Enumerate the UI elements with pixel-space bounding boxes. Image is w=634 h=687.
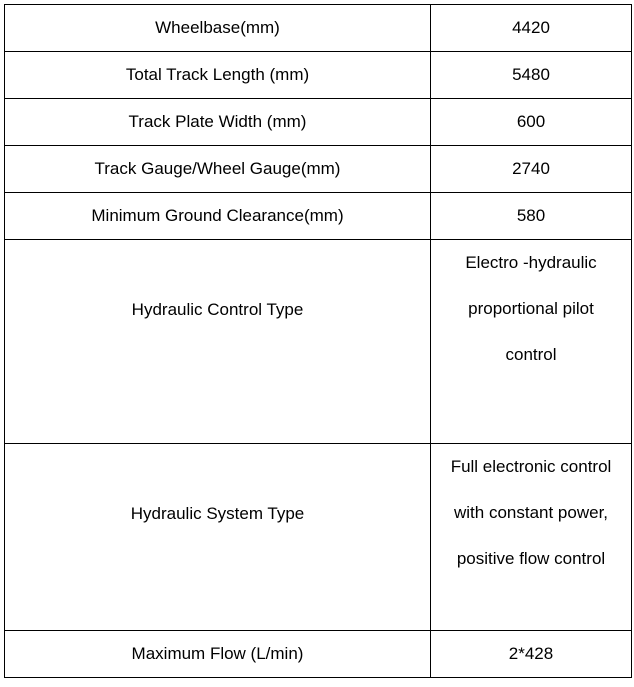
- table-row: [5, 5, 632, 52]
- row-value: 600: [431, 99, 632, 146]
- row-label: Track Gauge/Wheel Gauge(mm): [5, 146, 431, 193]
- row-label: Wheelbase(mm): [5, 5, 431, 52]
- row-label: Total Track Length (mm): [5, 52, 431, 99]
- value-line: with constant power,: [453, 503, 609, 522]
- row-value: 4420: [431, 5, 632, 52]
- value-line: proportional pilot: [468, 299, 594, 318]
- table-row: [5, 146, 632, 193]
- value-line: positive flow control: [456, 549, 606, 568]
- value-line: Electro -hydraulic: [465, 253, 597, 272]
- table-row: [5, 444, 632, 631]
- value-line: control: [505, 345, 557, 364]
- row-value: 2*428: [431, 631, 632, 678]
- table-row: [5, 193, 632, 240]
- row-value: 2740: [431, 146, 632, 193]
- row-label: Maximum Flow (L/min): [5, 631, 431, 678]
- row-value: 580: [431, 193, 632, 240]
- table-row: [5, 240, 632, 444]
- row-label: Track Plate Width (mm): [5, 99, 431, 146]
- row-label: Hydraulic Control Type: [5, 240, 431, 444]
- spec-table: [4, 4, 632, 678]
- row-label: Minimum Ground Clearance(mm): [5, 193, 431, 240]
- row-value-multiline: [431, 240, 632, 444]
- table-row: [5, 52, 632, 99]
- row-label: Hydraulic System Type: [5, 444, 431, 631]
- table-row: [5, 99, 632, 146]
- table-row: [5, 631, 632, 678]
- value-line: Full electronic control: [450, 457, 612, 476]
- row-value-multiline: [431, 444, 632, 631]
- row-value: 5480: [431, 52, 632, 99]
